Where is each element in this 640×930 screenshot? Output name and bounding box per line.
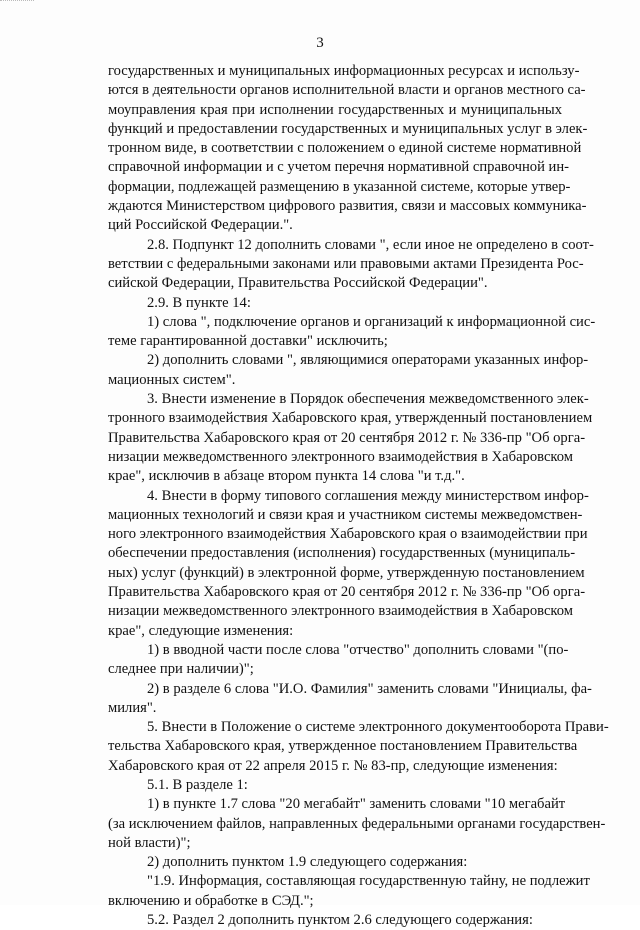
text-line: Правительства Хабаровского края от 20 сентября 2012 г. № 336-пр "Об орга- [108,584,586,601]
text-line: (за исключением файлов, направленных федеральными органами государствен- [108,815,606,832]
text-line: 5. Внести в Положение о системе электронного документооборота Прави- [147,719,609,736]
text-line: Хабаровского края от 22 апреля 2015 г. № 83-пр, следующие изменения: [108,757,558,774]
text-line: ветствии с федеральными законами или правовыми актами Президента Рос- [108,255,584,272]
text-line: крае", исключив в абзаце втором пункта 14 слова "и т.д.". [108,468,465,485]
text-line: крае", следующие изменения: [108,622,294,639]
scan-corner-mark [0,0,34,5]
text-line: 3. Внести изменение в Порядок обеспечения межведомственного элек- [147,391,589,408]
text-line: милия". [108,699,157,716]
text-line: включению и обработке в СЭД."; [108,892,314,909]
text-line: функций и предоставлении государственных и муниципальных услуг в элек- [108,120,588,137]
text-line: тронного взаимодействия Хабаровского края, утвержденный постановлением [108,410,593,427]
text-line: ной власти)"; [108,834,191,851]
text-line: ных) услуг (функций) в электронной форме, утвержденную постановлением [108,564,585,581]
text-line: мационных технологий и связи края и участником системы межведомствен- [108,506,583,523]
text-line: ются в деятельности органов исполнительной власти и органов местного са- [108,82,586,99]
text-line: 2.9. В пункте 14: [147,294,251,311]
text-line: тронном виде, в соответствии с положением о единой системе нормативной [108,140,582,157]
text-line: моуправления края при исполнении государственных и муниципальных [108,101,562,118]
text-line: 2) дополнить словами ", являющимися операторами указанных инфор- [147,352,589,369]
text-line: 1) в вводной части после слова "отчество" дополнить словами "(по- [147,641,569,658]
text-line: низации межведомственного электронного взаимодействия в Хабаровском [108,603,574,620]
text-line: 5.2. Раздел 2 дополнить пунктом 2.6 следующего содержания: [147,912,533,929]
text-line: Правительства Хабаровского края от 20 сентября 2012 г. № 336-пр "Об орга- [108,429,586,446]
text-line: 1) в пункте 1.7 слова "20 мегабайт" заменить словами "10 мегабайт [147,796,566,813]
text-line: 2.8. Подпункт 12 дополнить словами ", если иное не определено в соот- [147,236,594,253]
text-line: тельства Хабаровского края, утвержденное постановлением Правительства [108,738,578,755]
text-line: ций Российской Федерации.". [108,217,293,234]
text-line: низации межведомственного электронного взаимодействия в Хабаровском [108,448,574,465]
text-line: государственных и муниципальных информационных ресурсах и использу- [108,63,580,79]
text-line: 4. Внести в форму типового соглашения между министерством инфор- [147,487,589,504]
text-line: следнее при наличии)"; [108,661,254,678]
text-line: теме гарантированной доставки" исключить; [108,333,388,350]
text-line: мационных систем". [108,371,236,388]
document-body [108,62,609,930]
text-line: обеспечении предоставления (исполнения) государственных (муниципаль- [108,545,576,562]
text-line: справочной информации и с учетом перечня нормативной справочной ин- [108,159,570,176]
text-line: формации, подлежащей размещению в указанной системе, которые утвер- [108,178,571,195]
text-line: 1) слова ", подключение органов и организаций к информационной сис- [147,313,596,330]
page-number: 3 [316,35,324,51]
text-line: 2) в разделе 6 слова "И.О. Фамилия" заменить словами "Инициалы, фа- [147,680,592,697]
text-line: ждаются Министерством цифрового развития, связи и массовых коммуника- [108,198,587,215]
text-line: ного электронного взаимодействия Хабаровского края о взаимодействии при [108,526,588,543]
text-line: 2) дополнить пунктом 1.9 следующего содержания: [147,854,468,871]
text-line: 5.1. В разделе 1: [147,776,248,793]
text-line: "1.9. Информация, составляющая государственную тайну, не подлежит [147,873,590,890]
text-line: сийской Федерации, Правительства Российской Федерации". [108,275,488,292]
